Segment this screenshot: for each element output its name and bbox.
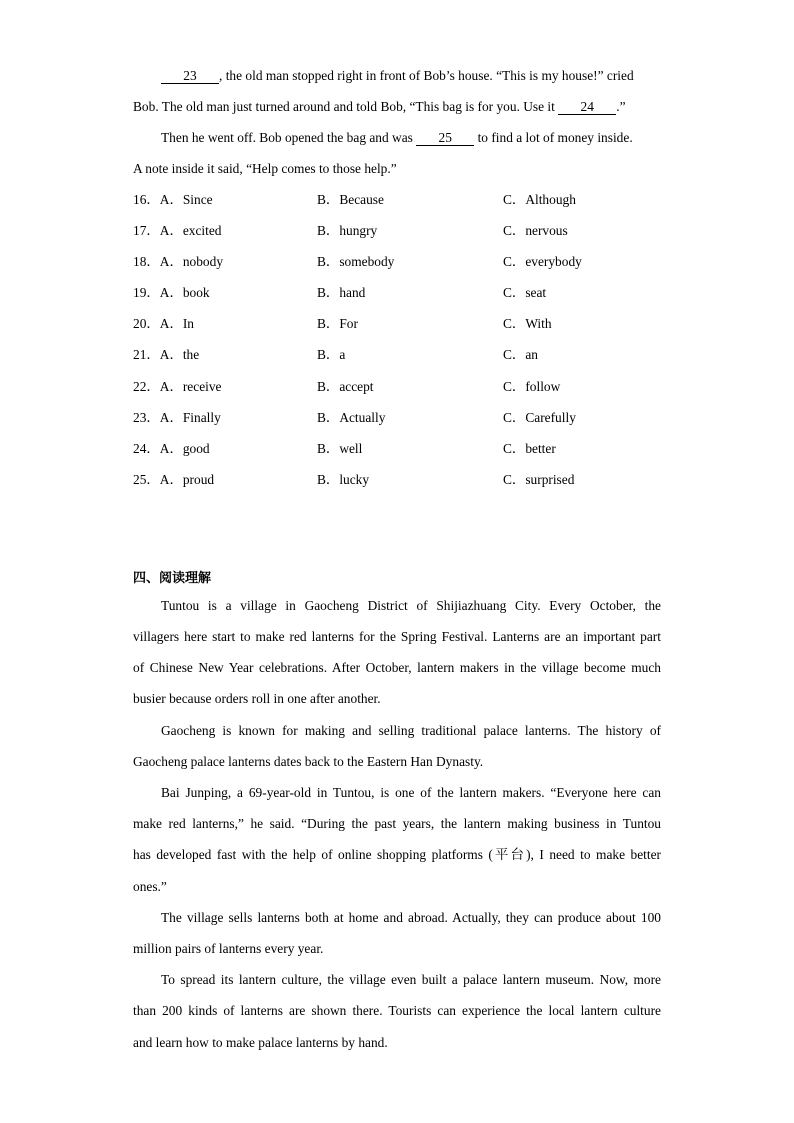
cloze-text: , the old man stopped right in front of Bob’s house. “This is my house!” cried bbox=[219, 68, 634, 83]
option-row bbox=[133, 191, 693, 209]
passage-line: Gaocheng palace lanterns dates back to the Eastern Han Dynasty. bbox=[133, 754, 484, 769]
option-a: 17．A．excited bbox=[133, 223, 222, 238]
option-row bbox=[133, 253, 693, 271]
passage-line: ones.” bbox=[133, 879, 167, 894]
cloze-line bbox=[133, 98, 661, 116]
option-a: 24．A．good bbox=[133, 441, 210, 456]
passage-line: has developed fast with the help of online shopping platforms (平台), I need to make better bbox=[133, 847, 661, 862]
option-a: 16．A．Since bbox=[133, 192, 213, 207]
blank-24: 24 bbox=[558, 99, 616, 115]
option-c: C．an bbox=[503, 347, 538, 362]
passage-line: To spread its lantern culture, the village even built a palace lantern museum. Now, more bbox=[161, 972, 661, 987]
passage-line: Gaocheng is known for making and selling traditional palace lanterns. The history of bbox=[161, 723, 661, 738]
passage-line: villagers here start to make red lanterns for the Spring Festival. Lanterns are an important part bbox=[133, 629, 661, 644]
cloze-text: Then he went off. Bob opened the bag and was bbox=[161, 130, 417, 145]
option-c: C．surprised bbox=[503, 472, 575, 487]
option-b: B．somebody bbox=[317, 254, 395, 269]
option-a: 21．A．the bbox=[133, 347, 200, 362]
option-c: C．With bbox=[503, 316, 552, 331]
passage-line: busier because orders roll in one after another. bbox=[133, 691, 381, 706]
option-row bbox=[133, 284, 693, 302]
option-b: B．hungry bbox=[317, 223, 378, 238]
option-c: C．follow bbox=[503, 379, 561, 394]
passage-line: of Chinese New Year celebrations. After October, lantern makers in the village become much bbox=[133, 660, 661, 675]
passage-line: The village sells lanterns both at home and abroad. Actually, they can produce about 100 bbox=[161, 910, 661, 925]
option-row bbox=[133, 346, 693, 364]
option-b: B．lucky bbox=[317, 472, 370, 487]
option-b: B．For bbox=[317, 316, 358, 331]
option-row bbox=[133, 315, 693, 333]
blank-25: 25 bbox=[416, 130, 474, 146]
option-row bbox=[133, 440, 693, 458]
option-row bbox=[133, 471, 693, 489]
option-c: C．nervous bbox=[503, 223, 568, 238]
option-b: B．a bbox=[317, 347, 346, 362]
option-b: B．Because bbox=[317, 192, 384, 207]
section-heading: 四、阅读理解 bbox=[133, 571, 212, 586]
option-a: 19．A．book bbox=[133, 285, 210, 300]
option-b: B．accept bbox=[317, 379, 374, 394]
cloze-text: to find a lot of money inside. bbox=[474, 130, 633, 145]
option-c: C．seat bbox=[503, 285, 547, 300]
option-a: 22．A．receive bbox=[133, 379, 222, 394]
cloze-line bbox=[161, 67, 661, 85]
option-b: B．hand bbox=[317, 285, 366, 300]
cloze-line bbox=[161, 129, 661, 147]
option-row bbox=[133, 378, 693, 396]
option-c: C．better bbox=[503, 441, 556, 456]
cloze-text: Bob. The old man just turned around and told Bob, “This bag is for you. Use it bbox=[133, 99, 559, 114]
cloze-line: A note inside it said, “Help comes to those help.” bbox=[133, 161, 397, 176]
option-row bbox=[133, 222, 693, 240]
option-a: 18．A．nobody bbox=[133, 254, 224, 269]
option-c: C．everybody bbox=[503, 254, 582, 269]
option-c: C．Carefully bbox=[503, 410, 576, 425]
option-b: B．well bbox=[317, 441, 363, 456]
passage-line: and learn how to make palace lanterns by hand. bbox=[133, 1035, 388, 1050]
option-row bbox=[133, 409, 693, 427]
passage-line: Tuntou is a village in Gaocheng District of Shijiazhuang City. Every October, the bbox=[161, 598, 661, 613]
option-c: C．Although bbox=[503, 192, 576, 207]
passage-line: Bai Junping, a 69-year-old in Tuntou, is one of the lantern makers. “Everyone here can bbox=[161, 785, 661, 800]
option-a: 25．A．proud bbox=[133, 472, 215, 487]
passage-line: than 200 kinds of lanterns are shown there. Tourists can experience the local lantern culture bbox=[133, 1003, 661, 1018]
option-a: 23．A．Finally bbox=[133, 410, 221, 425]
option-b: B．Actually bbox=[317, 410, 386, 425]
cloze-text: .” bbox=[616, 99, 626, 114]
option-a: 20．A．In bbox=[133, 316, 194, 331]
blank-23: 23 bbox=[161, 68, 219, 84]
passage-line: make red lanterns,” he said. “During the past years, the lantern making business in Tuntou bbox=[133, 816, 661, 831]
passage-line: million pairs of lanterns every year. bbox=[133, 941, 324, 956]
